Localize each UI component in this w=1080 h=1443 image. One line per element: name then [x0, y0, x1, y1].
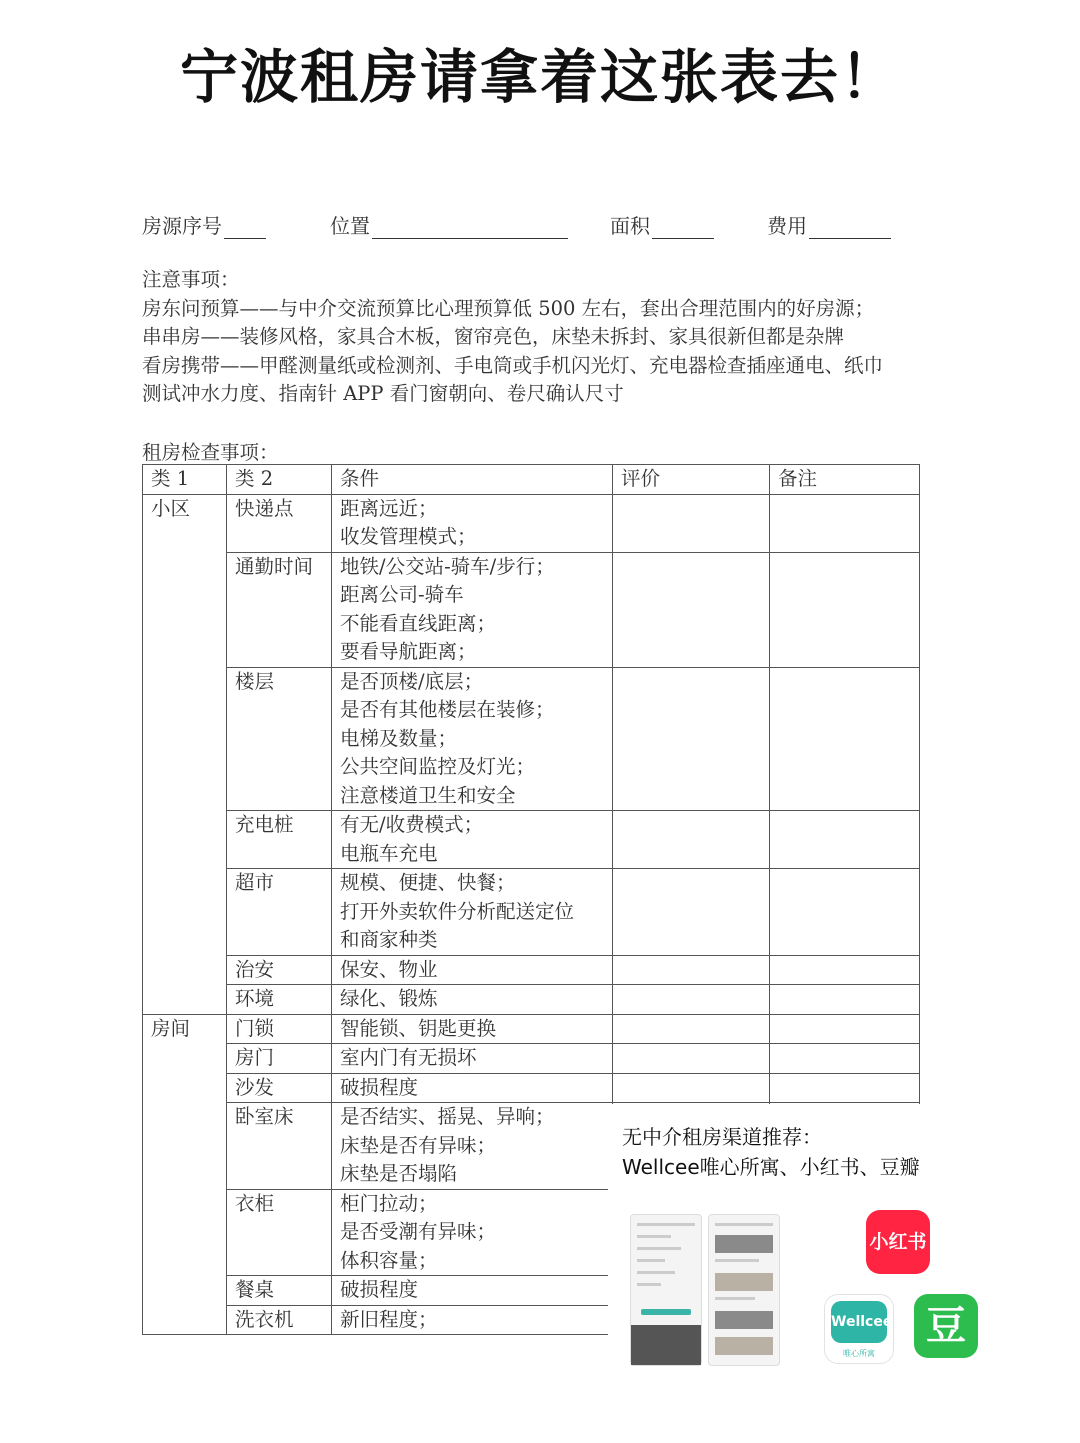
- remarks-cell[interactable]: [770, 552, 920, 667]
- category2-cell: 治安: [227, 955, 332, 985]
- evaluation-cell[interactable]: [613, 985, 770, 1015]
- header-condition: 条件: [332, 465, 613, 495]
- app-screenshot-2: [708, 1214, 780, 1366]
- condition-line: 是否顶楼/底层；: [340, 669, 484, 693]
- remarks-cell[interactable]: [770, 869, 920, 956]
- condition-cell: [332, 1044, 613, 1074]
- evaluation-cell[interactable]: [613, 811, 770, 869]
- category2-cell: 房门: [227, 1044, 332, 1074]
- area-field: [610, 210, 714, 239]
- location-blank: [372, 218, 568, 239]
- condition-line: 公共空间监控及灯光；: [340, 755, 536, 778]
- condition-line: 床垫是否有异味；: [340, 1133, 497, 1157]
- wellcee-logo-subtext: 唯心所寓: [843, 1349, 875, 1358]
- table-row: [143, 811, 920, 869]
- condition-line: 绿化、锻炼: [340, 987, 438, 1010]
- notes-heading: 注意事项：: [142, 268, 240, 291]
- location-field: [330, 210, 568, 239]
- category2-cell: 快递点: [227, 494, 332, 552]
- location-label: 位置: [330, 214, 370, 238]
- category2-cell: 衣柜: [227, 1189, 332, 1276]
- recommendation-channels: Wellcee唯心所寓、小红书、豆瓣: [622, 1155, 920, 1179]
- condition-line: 是否受潮有异味；: [340, 1220, 497, 1243]
- condition-line: 是否有其他楼层在装修；: [340, 698, 555, 721]
- header-cat2: 类 2: [227, 465, 332, 495]
- condition-line: 破损程度: [340, 1075, 419, 1099]
- area-label: 面积: [610, 214, 650, 238]
- condition-cell: [332, 1305, 613, 1335]
- notes-section: [142, 266, 942, 409]
- condition-cell: [332, 985, 613, 1015]
- condition-line: 注意楼道卫生和安全: [340, 783, 516, 807]
- recommendation-heading: 无中介租房渠道推荐：: [622, 1125, 822, 1149]
- category2-cell: 餐桌: [227, 1276, 332, 1306]
- condition-line: 要看导航距离；: [340, 640, 477, 663]
- remarks-cell[interactable]: [770, 1073, 920, 1103]
- condition-line: 电瓶车充电: [340, 841, 438, 865]
- condition-cell: [332, 1189, 613, 1276]
- remarks-cell[interactable]: [770, 1014, 920, 1044]
- source-no-field: [142, 210, 266, 239]
- category2-cell: 门锁: [227, 1014, 332, 1044]
- xiaohongshu-logo-text: 小红书: [869, 1231, 927, 1253]
- condition-line: 不能看直线距离；: [340, 611, 497, 635]
- remarks-cell[interactable]: [770, 1044, 920, 1074]
- checklist-label: 租房检查事项：: [142, 441, 279, 464]
- condition-line: 打开外卖软件分析配送定位: [340, 899, 575, 923]
- category2-cell: 楼层: [227, 667, 332, 811]
- header-evaluation: 评价: [613, 465, 770, 495]
- note-line: 串串房——装修风格，家具合木板，窗帘亮色，床垫未拆封、家具很新但都是杂牌: [142, 325, 845, 348]
- note-line: 房东问预算——与中介交流预算比心理预算低 500 左右，套出合理范围内的好房源；: [142, 296, 875, 320]
- category2-cell: 环境: [227, 985, 332, 1015]
- remarks-cell[interactable]: [770, 811, 920, 869]
- douban-app-icon: [914, 1294, 978, 1358]
- remarks-cell[interactable]: [770, 667, 920, 811]
- condition-cell: [332, 1103, 613, 1190]
- category2-cell: 通勤时间: [227, 552, 332, 667]
- condition-line: 和商家种类: [340, 928, 438, 951]
- source-no-label: 房源序号: [142, 214, 222, 238]
- xiaohongshu-app-icon: [866, 1210, 930, 1274]
- condition-line: 新旧程度；: [340, 1307, 438, 1331]
- condition-cell: [332, 1276, 613, 1306]
- evaluation-cell[interactable]: [613, 552, 770, 667]
- table-row: [143, 985, 920, 1015]
- condition-line: 破损程度: [340, 1278, 419, 1301]
- condition-line: 智能锁、钥匙更换: [340, 1016, 497, 1040]
- evaluation-cell[interactable]: [613, 1014, 770, 1044]
- category2-cell: 超市: [227, 869, 332, 956]
- douban-logo-text: 豆: [926, 1303, 966, 1349]
- page-title: 宁波租房请拿着这张表去！: [179, 43, 900, 111]
- condition-line: 收发管理模式；: [340, 525, 477, 548]
- table-row: [143, 1014, 920, 1044]
- table-header-row: [143, 465, 920, 495]
- evaluation-cell[interactable]: [613, 1073, 770, 1103]
- table-row: [143, 1073, 920, 1103]
- condition-line: 柜门拉动；: [340, 1191, 438, 1215]
- recommendation-card: [608, 1104, 1080, 1443]
- header-remarks: 备注: [770, 465, 920, 495]
- area-blank: [652, 218, 714, 239]
- category2-cell: 充电桩: [227, 811, 332, 869]
- wellcee-app-icon: [824, 1294, 894, 1364]
- remarks-cell[interactable]: [770, 955, 920, 985]
- table-row: [143, 869, 920, 956]
- evaluation-cell[interactable]: [613, 955, 770, 985]
- category1-cell: 房间: [143, 1014, 227, 1335]
- condition-line: 距离公司-骑车: [340, 583, 464, 606]
- table-row: [143, 667, 920, 811]
- condition-line: 有无/收费模式；: [340, 813, 484, 836]
- wellcee-logo-text: Wellcee: [831, 1301, 887, 1343]
- app-screenshot-1: [630, 1214, 702, 1366]
- recommendation-text: [622, 1122, 920, 1182]
- table-row: [143, 1044, 920, 1074]
- condition-cell: [332, 955, 613, 985]
- cost-label: 费用: [767, 214, 807, 238]
- listing-fields: [142, 210, 932, 240]
- source-no-blank: [224, 218, 266, 239]
- header-cat1: 类 1: [143, 465, 227, 495]
- table-row: [143, 955, 920, 985]
- note-line: 测试冲水力度、指南针 APP 看门窗朝向、卷尺确认尺寸: [142, 382, 624, 405]
- condition-line: 距离远近；: [340, 496, 438, 520]
- condition-cell: [332, 494, 613, 552]
- condition-line: 体积容量；: [340, 1248, 438, 1272]
- remarks-cell[interactable]: [770, 985, 920, 1015]
- condition-cell: [332, 1014, 613, 1044]
- evaluation-cell[interactable]: [613, 1044, 770, 1074]
- category2-cell: 沙发: [227, 1073, 332, 1103]
- evaluation-cell[interactable]: [613, 667, 770, 811]
- table-row: [143, 552, 920, 667]
- condition-cell: [332, 552, 613, 667]
- condition-line: 规模、便捷、快餐；: [340, 871, 516, 894]
- table-row: [143, 494, 920, 552]
- condition-cell: [332, 811, 613, 869]
- condition-line: 电梯及数量；: [340, 726, 458, 750]
- evaluation-cell[interactable]: [613, 869, 770, 956]
- category1-cell: 小区: [143, 494, 227, 1014]
- condition-line: 室内门有无损坏: [340, 1046, 477, 1069]
- condition-cell: [332, 869, 613, 956]
- remarks-cell[interactable]: [770, 494, 920, 552]
- cost-field: [767, 210, 891, 239]
- condition-line: 是否结实、摇晃、异响；: [340, 1105, 555, 1128]
- condition-line: 床垫是否塌陷: [340, 1162, 458, 1185]
- category2-cell: 卧室床: [227, 1103, 332, 1190]
- condition-line: 地铁/公交站-骑车/步行；: [340, 554, 555, 578]
- condition-cell: [332, 1073, 613, 1103]
- condition-cell: [332, 667, 613, 811]
- condition-line: 保安、物业: [340, 957, 438, 981]
- evaluation-cell[interactable]: [613, 494, 770, 552]
- cost-blank: [809, 218, 891, 239]
- note-line: 看房携带——甲醛测量纸或检测剂、手电筒或手机闪光灯、充电器检查插座通电、纸巾: [142, 353, 884, 377]
- category2-cell: 洗衣机: [227, 1305, 332, 1335]
